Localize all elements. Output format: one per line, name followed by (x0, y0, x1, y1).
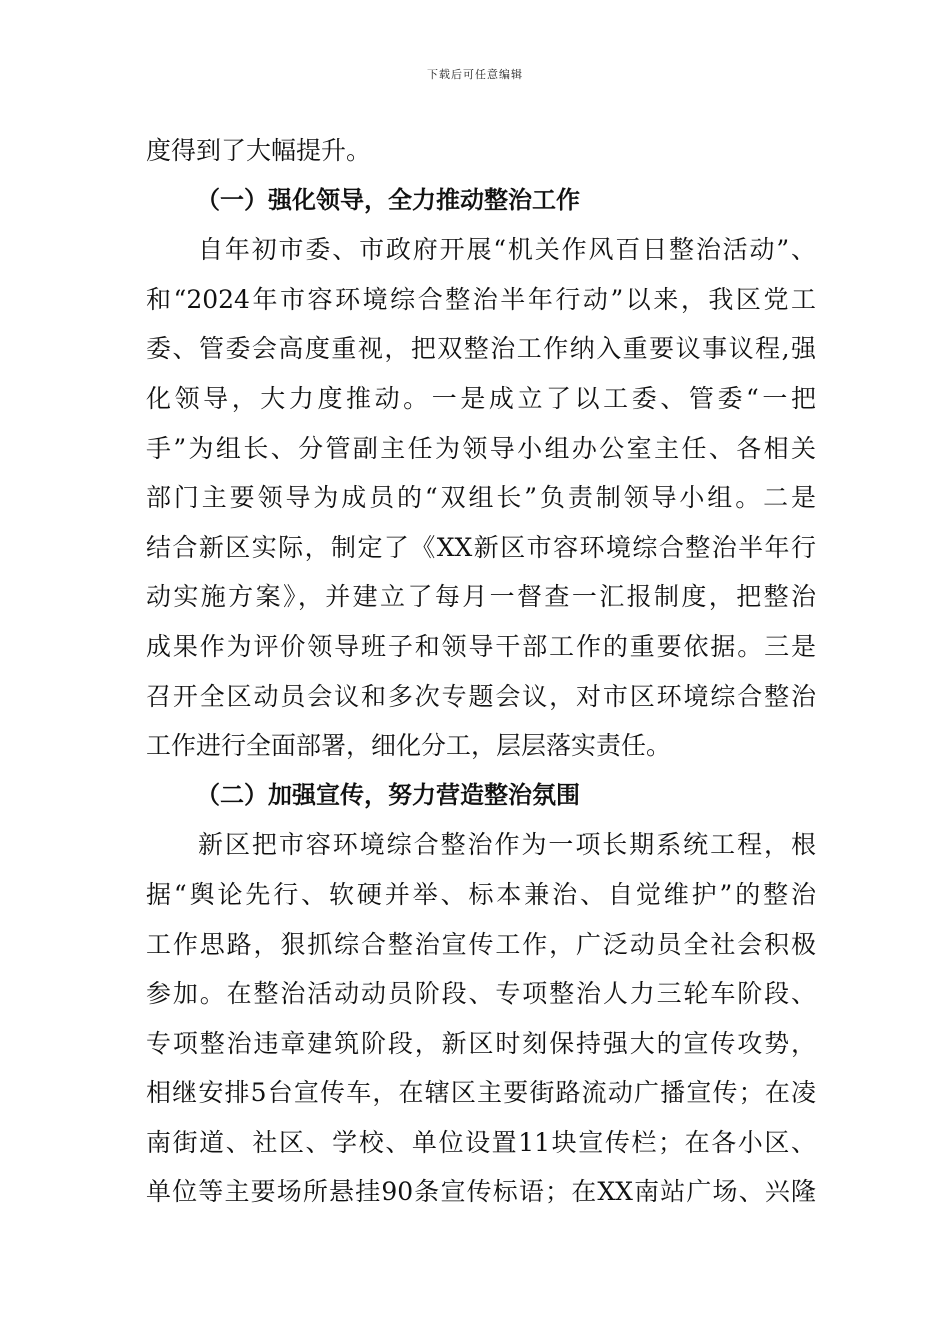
paragraph-line: 召开全区动员会议和多次专题会议，对市区环境综合整治 (146, 681, 816, 711)
paragraph-line: 部门主要领导为成员的“双组长”负责制领导小组。二是 (146, 483, 816, 513)
paragraph-line: 工作思路，狠抓综合整治宣传工作，广泛动员全社会积极 (146, 929, 816, 959)
paragraph-line: 度得到了大幅提升。 (146, 136, 372, 165)
document-body (146, 126, 816, 1217)
paragraph-line: 专项整治违章建筑阶段，新区时刻保持强大的宣传攻势， (146, 1028, 816, 1058)
page-header: 下载后可任意编辑 (427, 68, 523, 81)
paragraph-line: 结合新区实际，制定了《XX新区市容环境综合整治半年行 (146, 532, 816, 562)
paragraph-line: 新区把市容环境综合整治作为一项长期系统工程，根 (198, 830, 816, 860)
paragraph-line: 据“舆论先行、软硬并举、标本兼治、自觉维护”的整治 (146, 879, 816, 909)
paragraph-line: 手”为组长、分管副主任为领导小组办公室主任、各相关 (146, 433, 816, 463)
paragraph-line: 工作进行全面部署，细化分工，层层落实责任。 (146, 731, 672, 761)
section-heading: （二）加强宣传，努力营造整治氛围 (196, 780, 580, 809)
paragraph-line: 相继安排5台宣传车，在辖区主要街路流动广播宣传；在凌 (146, 1078, 816, 1108)
paragraph-line: 单位等主要场所悬挂90条宣传标语；在XX南站广场、兴隆 (146, 1177, 816, 1207)
paragraph-line: 南街道、社区、学校、单位设置11块宣传栏；在各小区、 (146, 1127, 816, 1157)
paragraph-line: 化领导，大力度推动。一是成立了以工委、管委“一把 (146, 383, 816, 413)
paragraph-line: 委、管委会高度重视，把双整治工作纳入重要议事议程,强 (146, 334, 816, 364)
paragraph-line: 成果作为评价领导班子和领导干部工作的重要依据。三是 (146, 631, 816, 661)
paragraph-line: 和“2024年市容环境综合整治半年行动”以来，我区党工 (146, 284, 816, 314)
paragraph-line: 动实施方案》，并建立了每月一督查一汇报制度，把整治 (146, 582, 816, 612)
paragraph-line: 参加。在整治活动动员阶段、专项整治人力三轮车阶段、 (146, 979, 816, 1009)
paragraph-line: 自年初市委、市政府开展“机关作风百日整治活动”、 (198, 235, 816, 265)
section-heading: （一）强化领导，全力推动整治工作 (196, 185, 580, 214)
